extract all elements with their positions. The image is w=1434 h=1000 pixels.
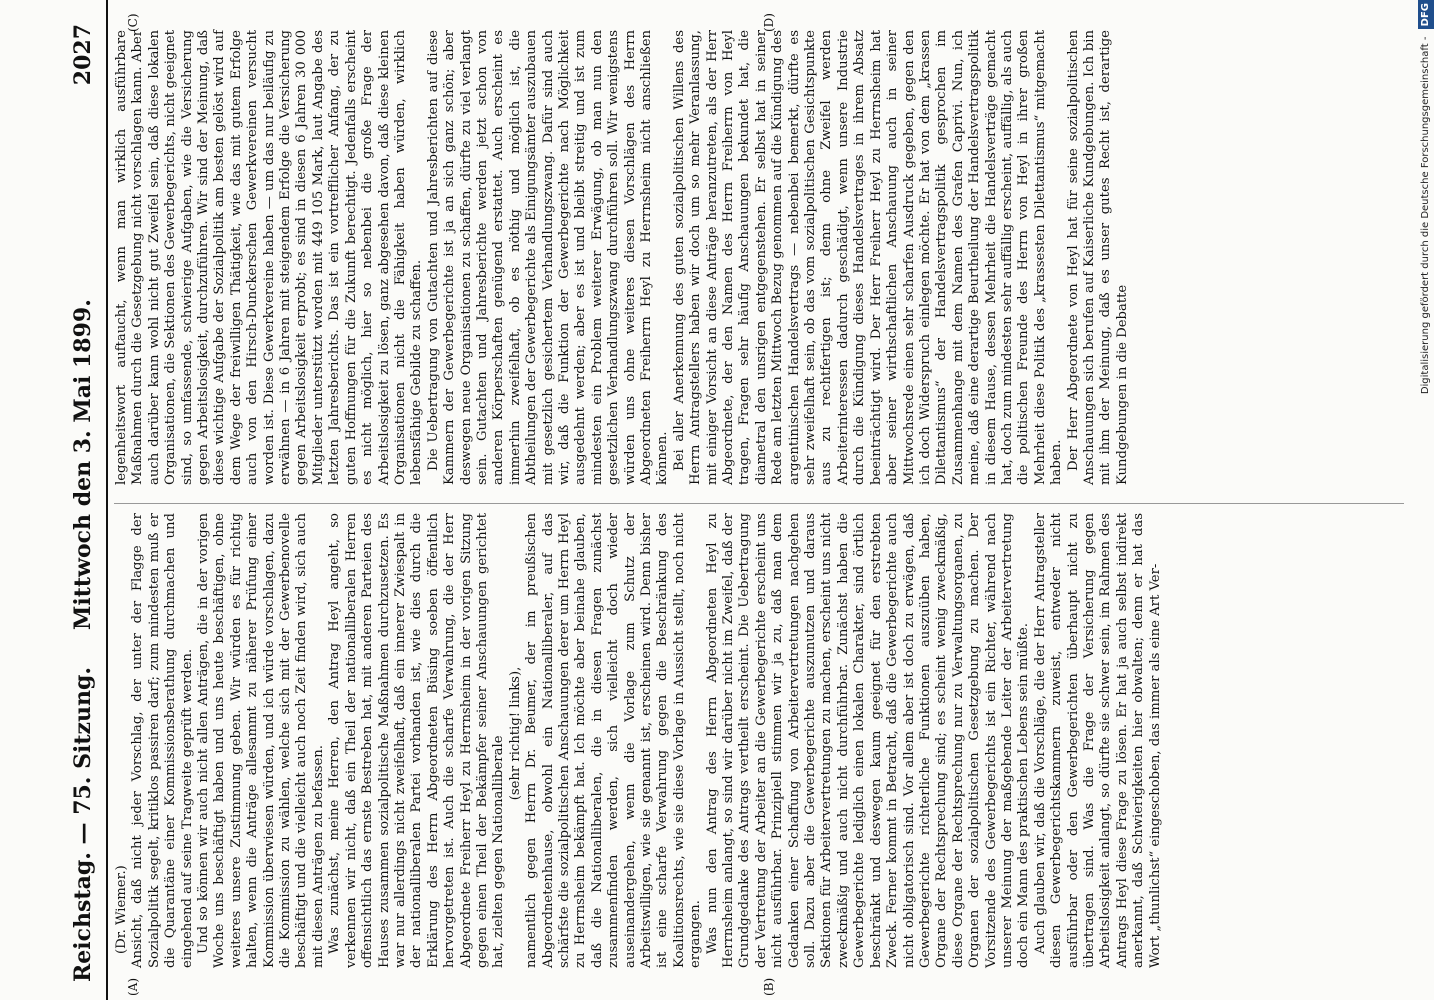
dfg-logo: DFG (1418, 0, 1434, 29)
header-center: Mittwoch den 3. Mai 1899. (70, 299, 96, 630)
credit-text: Digitalisierung gefördert durch die Deutsche Forschungsgemeinschaft - (1420, 36, 1431, 395)
margin-marker-d: (D) (762, 13, 776, 32)
header-rule (106, 0, 108, 1000)
credit-text-row (1418, 0, 1434, 1000)
page-header (62, 0, 108, 1000)
paragraph: legenheitswort auftaucht, wenn man wirklich ausführbare Maßnahmen durch die Gesetzgebung nicht vorschlagen kann. Aber auch darüber kann wohl nicht gut Zweifel sein, daß diese lokalen Organisationen, die Sektionen des Gewerbegerichts, nicht geeignet sind, so umfassende, schwierige Aufgaben, wie die Versicherung gegen Arbeitslosigkeit, durchzuführen. Wir sind der Meinung, daß diese wichtige Aufgabe der Sozialpolitik am besten gelöst wird auf dem Wege der freiwilligen Thätigkeit, wie das mit gutem Erfolge auch von den Hirsch-Dunckerschen Gewerkvereinen versucht worden ist. Diese Gewerkvereine haben — um das nur beiläufig zu erwähnen — in 6 Jahren mit steigendem Erfolge die Versicherung gegen Arbeitslosigkeit erprobt; es sind in diesen 6 Jahren 30 000 Mitglieder unterstützt worden mit 449 105 Mark, laut Angabe des letzten Jahresberichts. Das ist ein vortrefflicher Anfang, der zu guten Hoffnungen für die Zukunft berechtigt. Jedenfalls erscheint es nicht möglich, hier so nebenbei die große Frage der Arbeitslosigkeit zu lösen, ganz abgesehen davon, daß diese kleinen Organisationen nicht die Fähigkeit haben würden, wirklich lebensfähige Gebilde zu schaffen. (114, 30, 425, 485)
rotated-page-content (62, 0, 1412, 1000)
paragraph: Die Uebertragung von Gutachten und Jahresberichten auf diese Kammern der Gewerbegerichte ist ja an sich ganz schön; aber deswegen neue Organisationen zu schaffen, dürfte zu viel verlangt sein. Gutachten und Jahresberichte werden jetzt schon von anderen Körperschaften genügend erstattet. Auch erscheint es immerhin zweifelhaft, ob es nöthig und möglich ist, die Abtheilungen der Gewerbegerichte als Einigungsämter auszubauen mit gesetzlich gesichertem Verhandlungszwang. Dafür sind auch wir, daß die Funktion der Gewerbegerichte nach Möglichkeit ausgedehnt werden; aber es ist und bleibt streitig und ist zum mindesten ein Problem weiterer Erwägung, ob man nun den gesetzlichen Verhandlungszwang durchführen soll. Wir wenigstens würden uns ohne weiteres diesen Vorschlägen des Herrn Abgeordneten Freiherrn Heyl zu Herrnsheim nicht anschließen können. (425, 30, 671, 485)
header-left: Reichstag. — 75. Sitzung. (70, 666, 96, 982)
speaker-label: (Dr. Wiemer.) (114, 865, 129, 954)
digitization-credit (1418, 0, 1434, 1000)
paragraph: Ansicht, daß nicht jeder Vorschlag, der unter der Flagge der Sozialpolitik segelt, kritiklos passiren darf; zum mindesten muß er die Quarantäne einer Kommissionsberathung durchmachen und eingehend auf seine Tragweite geprüft werden. (130, 513, 195, 968)
margin-marker-b: (B) (762, 977, 776, 996)
paragraph: Was nun den Antrag des Herrn Abgeordneten Heyl zu Herrnsheim anlangt, so sind wir darüber nicht im Zweifel, daß der Grundgedanke des Antrags vertheilt erscheint. Die Uebertragung der Vertretung der Arbeiter an die Gewerbegerichte erscheint uns nicht ausführbar. Prinzipiell stimmen wir ja zu, daß man dem Gedanken einer Schaffung von Arbeitervertretungen nachgehen soll. Dazu aber die Gewerbegerichte auszunutzen und daraus Sektionen für Arbeitervertretungen zu machen, erscheint uns nicht zweckmäßig und auch nicht durchführbar. Zunächst haben die Gewerbegerichte lediglich einen lokalen Charakter, sind örtlich beschränkt und deswegen kaum geeignet für den erstrebten Zweck. Ferner kommt in Betracht, daß die Gewerbegerichte auch nicht obligatorisch sind. Vor allem aber ist doch zu erwägen, daß Gewerbegerichte richterliche Funktionen auszuüben haben, Organe der Rechtsprechung sind; es scheint wenig zweckmäßig, diese Organe der Rechtsprechung nur zu Verwaltungsorganen, zu Organen der sozialpolitischen Gesetzgebung zu machen. Der Vorsitzende des Gewerbegerichts ist ein Richter, während nach unserer Meinung der maßgebende Leiter der Arbeitervertretung doch ein Mann des praktischen Lebens sein müßte. (704, 513, 1032, 968)
margin-marker-a: (A) (126, 977, 140, 996)
paragraph: Der Herr Abgeordnete von Heyl hat für seine sozialpolitischen Anschauungen sich berufen auf Kaiserliche Kundgebungen. Ich bin mit ihm der Meinung, daß es unser gutes Recht ist, derartige Kundgebungen in die Debatte (1065, 30, 1130, 485)
margin-marker-c: (C) (126, 13, 140, 32)
interjection: (sehr richtig! links), (507, 666, 523, 801)
left-column (114, 513, 1164, 968)
right-column (114, 30, 1131, 485)
column-divider (114, 503, 1404, 504)
paragraph: namentlich gegen Herrn Dr. Beumer, der im preußischen Abgeordnetenhause, obwohl ein Nationalliberaler, auf das schärfste die sozialpolitischen Anschauungen derer um Herrn Heyl zu Herrnsheim bekämpft hat. Ich möchte aber beinahe glauben, daß die Nationalliberalen, die in diesen Fragen zunächst zusammenfinden werden, sich vielleicht doch wieder auseinandergehen, wenn die Vorlage zum Schutz der Arbeitswilligen, wie sie genannt ist, erscheinen wird. Denn bisher ist eine scharfe Verwahrung gegen die Beschränkung des Koalitionsrechts, wie sie diese Vorlage in Aussicht stellt, noch nicht ergangen. (524, 513, 704, 968)
paragraph: Was zunächst, meine Herren, den Antrag Heyl angeht, so verkennen wir nicht, daß ein Theil der nationalliberalen Herren offensichtlich das ernste Bestreben hat, mit anderen Parteien des Hauses zusammen sozialpolitische Maßnahmen durchzusetzen. Es war nur allerdings nicht zweifelhaft, daß ein innerer Zwiespalt in der nationalliberalen Partei vorhanden ist, wie dies durch die Erklärung des Herrn Abgeordneten Büsing soeben öffentlich hervorgetreten ist. Auch die scharfe Verwahrung, die der Herr Abgeordnete Freiherr Heyl zu Herrnsheim in der vorigen Sitzung gegen einen Theil der Bekämpfer seiner Anschauungen gerichtet hat, zielten gegen Nationalliberale (327, 513, 507, 968)
paragraph: Und so können wir auch nicht allen Anträgen, die in der vorigen Woche uns beschäftigt haben und uns heute beschäftigen, ohne weiteres unsere Zustimmung geben. Wir würden es für richtig halten, wenn die Anträge allesammt zu näherer Prüfung einer Kommission überwiesen würden, und ich würde vorschlagen, dazu die Kommission zu wählen, welche sich mit der Gewerbenovelle beschäftigt und die vielleicht auch noch Zeit finden wird, sich auch mit diesen Anträgen zu befassen. (196, 513, 326, 968)
page-number: 2027 (70, 24, 96, 86)
paragraph: Bei aller Anerkennung des guten sozialpolitischen Willens des Herrn Antragstellers haben wir doch um so mehr Veranlassung, mit einiger Vorsicht an diese Anträge heranzutreten, als der Herr Abgeordnete, der den Namen des Herrn Freiherrn von Heyl tragen, Fragen sehr häufig Anschauungen bekundet hat, die diametral den unsrigen entgegenstehen. Er selbst hat in seiner Rede am letzten Mittwoch Bezug genommen auf die Kündigung des argentinischen Handelsvertrags — nebenbei bemerkt, dürfte es sehr zweifelhaft sein, ob das vom sozialpolitischen Gesichtspunkte aus zu rechtfertigen ist; denn ohne Zweifel werden Arbeiterinteressen dadurch geschädigt, wenn unsere Industrie durch die Kündigung dieses Handelsvertrages in ihrem Absatz beeinträchtigt wird. Der Herr Freiherr Heyl zu Herrnsheim hat aber seiner wirthschaftlichen Anschauung auch in seiner Mittwochsrede einen sehr scharfen Ausdruck gegeben, gegen den ich doch Widerspruch einlegen möchte. Er hat von dem „krassen Dilettantismus“ der Handelsvertragspolitik gesprochen im Zusammenhange mit dem Namen des Grafen Caprivi. Nun, ich meine, daß eine derartige Beurtheilung der Handelsvertragspolitik in diesem Hause, dessen Mehrheit die Handelsverträge gemacht hat, doch zum mindesten sehr auffällig erscheint, auffällig, als auch die politischen Freunde des Herrn von Heyl in ihrer großen Mehrheit diese Politik des „krassesten Dilettantismus“ mitgemacht haben. (671, 30, 1065, 485)
paragraph: Auch glauben wir, daß die Vorschläge, die der Herr Antragsteller diesen Gewerbegerichtskammern zuweist, entweder nicht ausführbar oder den Gewerbegerichten überhaupt nicht zu übertragen sind. Was die Frage der Versicherung gegen Arbeitslosigkeit anlangt, so dürfte sie schwer sein, im Rahmen des Antrags Heyl diese Frage zu lösen. Er hat ja auch selbst indirekt anerkannt, daß Schwierigkeiten hier obwalten; denn er hat das Wort „thunlichst“ eingeschoben, das immer als eine Art Ver- (1032, 513, 1163, 968)
